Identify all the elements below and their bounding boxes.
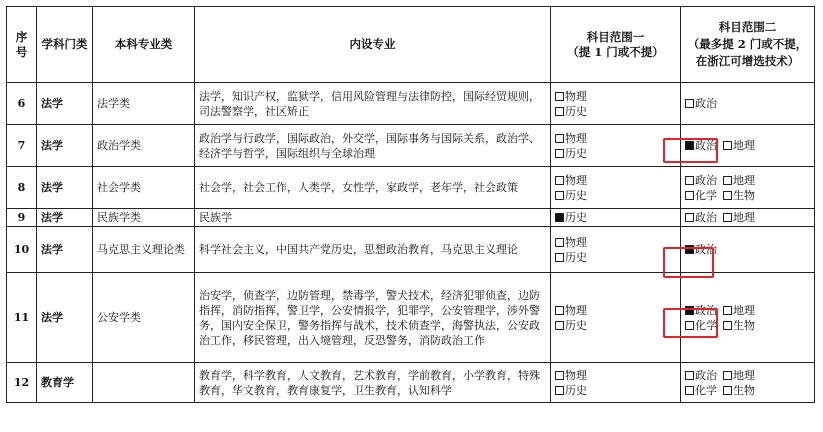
option-label: 历史 — [565, 211, 587, 224]
option-label: 地理 — [733, 368, 755, 382]
row-category: 法学 — [37, 209, 93, 227]
row-category: 法学 — [37, 83, 93, 125]
checkbox-icon — [723, 306, 732, 315]
option-line — [555, 210, 676, 225]
option-label: 地理 — [733, 211, 755, 224]
row-seq: 10 — [7, 227, 37, 273]
option-line — [555, 250, 676, 265]
option-line — [555, 146, 676, 161]
row-range-1 — [551, 363, 681, 403]
option-line — [555, 383, 676, 398]
option-line — [555, 303, 676, 318]
subject-option — [555, 211, 587, 224]
option-label: 地理 — [733, 139, 755, 152]
checkbox-icon — [555, 306, 564, 315]
option-label: 政治 — [695, 211, 717, 224]
checkbox-icon — [723, 191, 732, 200]
subject-option — [555, 384, 587, 397]
option-label: 政治 — [695, 173, 717, 187]
subject-option — [685, 369, 717, 382]
row-range-2 — [681, 167, 815, 209]
option-label: 政治 — [695, 139, 717, 152]
checkbox-icon — [685, 99, 694, 108]
row-range-1 — [551, 125, 681, 167]
checked-box-icon — [555, 213, 564, 222]
row-majors: 法学，知识产权，监狱学，信用风险管理与法律防控，国际经贸规则，司法警察学，社区矫正 — [195, 83, 551, 125]
subject-option — [685, 211, 717, 224]
option-label: 历史 — [565, 318, 587, 332]
subject-option — [555, 189, 587, 202]
checkbox-icon — [555, 92, 564, 101]
checkbox-icon — [555, 253, 564, 262]
checkbox-icon — [555, 149, 564, 158]
option-line — [555, 173, 676, 188]
option-label: 地理 — [733, 173, 755, 187]
checkbox-icon — [555, 107, 564, 116]
option-line — [685, 383, 810, 398]
subject-option — [723, 319, 755, 332]
row-range-1 — [551, 83, 681, 125]
checkbox-icon — [555, 371, 564, 380]
option-label: 物理 — [565, 235, 587, 249]
checkbox-icon — [555, 238, 564, 247]
subject-option — [723, 369, 755, 382]
option-line — [685, 210, 810, 225]
row-major-class: 民族学类 — [93, 209, 195, 227]
subject-option — [555, 132, 587, 145]
row-category: 法学 — [37, 227, 93, 273]
header-row — [7, 7, 815, 83]
option-line — [685, 188, 810, 203]
row-major-class: 马克思主义理论类 — [93, 227, 195, 273]
row-majors: 社会学，社会工作，人类学，女性学，家政学，老年学，社会政策 — [195, 167, 551, 209]
header-majors: 内设专业 — [195, 7, 551, 83]
checkbox-icon — [685, 176, 694, 185]
option-label: 历史 — [565, 104, 587, 118]
row-range-1 — [551, 227, 681, 273]
table-row — [7, 363, 815, 403]
option-label: 化学 — [695, 188, 717, 202]
row-major-class: 公安学类 — [93, 273, 195, 363]
checkbox-icon — [723, 321, 732, 330]
subject-option — [723, 189, 755, 202]
row-seq: 6 — [7, 83, 37, 125]
row-majors: 民族学 — [195, 209, 551, 227]
option-label: 历史 — [565, 250, 587, 264]
subject-option — [685, 189, 717, 202]
row-majors: 治安学，侦查学，边防管理，禁毒学，警犬技术，经济犯罪侦查，边防指挥，消防指挥，警卫学，公安情报学，犯罪学，公安管理学，涉外警务，国内安全保卫，警务指挥与战术，技术侦查学，海警执法，公安政治工作，移民管理，出入境管理，反恐警务，消防政治工作 — [195, 273, 551, 363]
row-range-2 — [681, 83, 815, 125]
option-label: 物理 — [565, 131, 587, 145]
subject-option — [555, 236, 587, 249]
row-seq: 9 — [7, 209, 37, 227]
option-line — [555, 368, 676, 383]
checkbox-icon — [555, 191, 564, 200]
subject-option — [555, 369, 587, 382]
checkbox-icon — [723, 386, 732, 395]
option-line — [555, 89, 676, 104]
subject-option — [723, 139, 755, 152]
option-line — [555, 235, 676, 250]
option-label: 化学 — [695, 318, 717, 332]
option-label: 化学 — [695, 383, 717, 397]
header-category: 学科门类 — [37, 7, 93, 83]
option-label: 生物 — [733, 318, 755, 332]
option-line — [685, 368, 810, 383]
checkbox-icon — [555, 134, 564, 143]
option-line — [685, 96, 810, 111]
option-label: 历史 — [565, 188, 587, 202]
option-label: 政治 — [695, 97, 717, 110]
row-category: 教育学 — [37, 363, 93, 403]
row-seq: 8 — [7, 167, 37, 209]
option-line — [555, 318, 676, 333]
header-range-1: 科目范围一 （提 1 门或不提） — [551, 7, 681, 83]
row-seq: 11 — [7, 273, 37, 363]
header-seq: 序号 — [7, 7, 37, 83]
option-label: 物理 — [565, 303, 587, 317]
subject-option — [723, 304, 755, 317]
option-line — [555, 188, 676, 203]
option-label: 历史 — [565, 383, 587, 397]
row-category: 法学 — [37, 273, 93, 363]
option-label: 地理 — [733, 303, 755, 317]
checkbox-icon — [685, 371, 694, 380]
row-category: 法学 — [37, 125, 93, 167]
option-line — [685, 173, 810, 188]
checkbox-icon — [685, 213, 694, 222]
subject-option — [723, 211, 755, 224]
subject-requirements-table — [6, 6, 815, 403]
row-major-class — [93, 363, 195, 403]
table-row — [7, 209, 815, 227]
checkbox-icon — [685, 191, 694, 200]
row-major-class: 政治学类 — [93, 125, 195, 167]
row-majors: 政治学与行政学，国际政治，外交学，国际事务与国际关系，政治学、经济学与哲学，国际组织与全球治理 — [195, 125, 551, 167]
row-majors: 教育学，科学教育，人文教育，艺术教育，学前教育，小学教育，特殊教育，华文教育，教育康复学，卫生教育，认知科学 — [195, 363, 551, 403]
table-row — [7, 83, 815, 125]
option-label: 生物 — [733, 188, 755, 202]
option-label: 生物 — [733, 383, 755, 397]
subject-option — [555, 90, 587, 103]
subject-option — [685, 97, 717, 110]
row-category: 法学 — [37, 167, 93, 209]
subject-option — [555, 319, 587, 332]
table-row — [7, 167, 815, 209]
row-majors: 科学社会主义，中国共产党历史，思想政治教育，马克思主义理论 — [195, 227, 551, 273]
checkbox-icon — [555, 321, 564, 330]
option-label: 物理 — [565, 173, 587, 187]
row-range-1 — [551, 209, 681, 227]
subject-option — [723, 384, 755, 397]
row-seq: 7 — [7, 125, 37, 167]
subject-option — [555, 147, 587, 160]
option-label: 物理 — [565, 368, 587, 382]
row-range-2 — [681, 209, 815, 227]
header-major-class: 本科专业类 — [93, 7, 195, 83]
option-line — [555, 131, 676, 146]
subject-option — [685, 384, 717, 397]
checkbox-icon — [723, 176, 732, 185]
row-seq: 12 — [7, 363, 37, 403]
header-range-2: 科目范围二 （最多提 2 门或不提，在浙江可增选技术） — [681, 7, 815, 83]
row-range-2 — [681, 363, 815, 403]
row-major-class: 法学类 — [93, 83, 195, 125]
option-label: 政治 — [695, 243, 717, 256]
row-major-class: 社会学类 — [93, 167, 195, 209]
highlight-box-row-7 — [663, 138, 718, 163]
option-label: 历史 — [565, 146, 587, 160]
subject-option — [555, 304, 587, 317]
checkbox-icon — [555, 176, 564, 185]
checkbox-icon — [723, 213, 732, 222]
highlight-box-row-11 — [663, 308, 718, 338]
checkbox-icon — [685, 386, 694, 395]
row-range-1 — [551, 273, 681, 363]
checkbox-icon — [723, 371, 732, 380]
checkbox-icon — [723, 141, 732, 150]
option-label: 政治 — [695, 368, 717, 382]
subject-option — [723, 174, 755, 187]
subject-option — [555, 105, 587, 118]
checkbox-icon — [555, 386, 564, 395]
highlight-box-row-10 — [663, 247, 714, 278]
option-label: 政治 — [695, 303, 717, 317]
row-range-1 — [551, 167, 681, 209]
option-label: 物理 — [565, 89, 587, 103]
subject-option — [555, 174, 587, 187]
subject-option — [685, 174, 717, 187]
subject-option — [555, 251, 587, 264]
option-line — [555, 104, 676, 119]
